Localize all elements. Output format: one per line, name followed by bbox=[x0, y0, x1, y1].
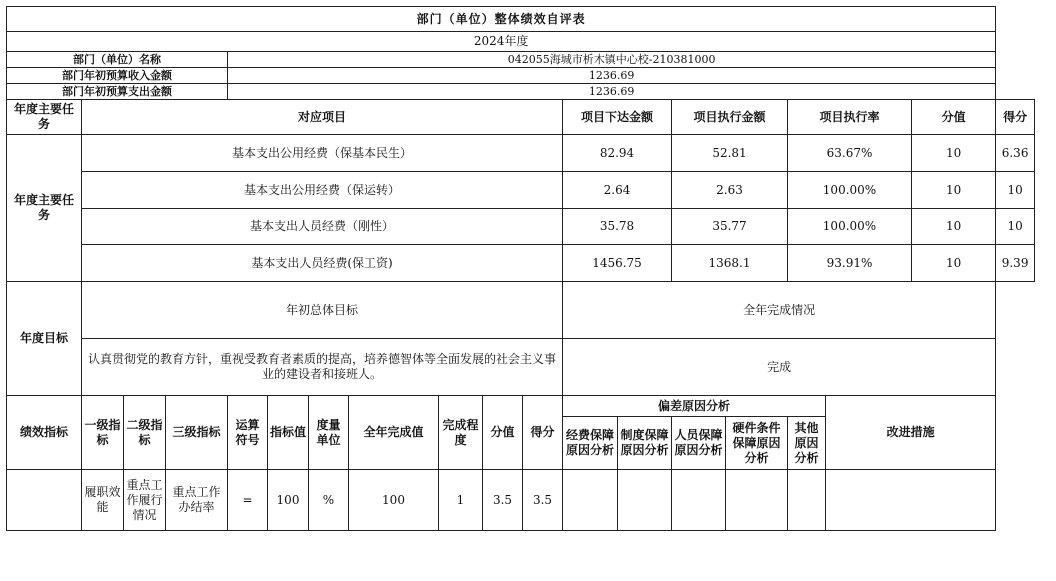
ind-col-unit: 度量单位 bbox=[309, 396, 349, 470]
ind-col-degree: 完成程度 bbox=[439, 396, 483, 470]
ind-col-level2: 二级指标 bbox=[124, 396, 166, 470]
task-executed: 2.63 bbox=[672, 172, 788, 209]
task-score-value: 10 bbox=[912, 245, 996, 282]
task-item: 基本支出公用经费（保基本民生） bbox=[82, 135, 563, 172]
task-col-issued: 项目下达金额 bbox=[563, 100, 672, 135]
task-score-value: 10 bbox=[912, 209, 996, 245]
goal-body-row bbox=[7, 339, 1035, 396]
ind-dev-system bbox=[618, 470, 672, 531]
task-score: 6.36 bbox=[996, 135, 1035, 172]
task-issued: 82.94 bbox=[563, 135, 672, 172]
indicator-header-row-1 bbox=[7, 396, 1035, 417]
info-row-income bbox=[7, 68, 1035, 84]
ind-level1: 履职效能 bbox=[82, 470, 124, 531]
task-rate: 100.00% bbox=[788, 172, 912, 209]
expense-value: 1236.69 bbox=[228, 84, 996, 100]
task-executed: 52.81 bbox=[672, 135, 788, 172]
task-score-value: 10 bbox=[912, 172, 996, 209]
ind-dev-staff bbox=[672, 470, 726, 531]
goal-header-row bbox=[7, 282, 1035, 339]
ind-unit: % bbox=[309, 470, 349, 531]
ind-col-dev-other: 其他原因分析 bbox=[788, 417, 826, 470]
ind-col-dev-staff: 人员保障原因分析 bbox=[672, 417, 726, 470]
table-row bbox=[7, 135, 1035, 172]
task-side-label: 年度主要任务 bbox=[7, 135, 82, 282]
task-executed: 1368.1 bbox=[672, 245, 788, 282]
goal-overall-header: 年初总体目标 bbox=[82, 282, 563, 339]
report-year: 2024年度 bbox=[7, 32, 996, 52]
dept-name-label: 部门（单位）名称 bbox=[7, 52, 228, 68]
task-score-value: 10 bbox=[912, 135, 996, 172]
goal-completion-header: 全年完成情况 bbox=[563, 282, 996, 339]
ind-dev-hardware bbox=[726, 470, 788, 531]
task-item: 基本支出人员经费(保工资) bbox=[82, 245, 563, 282]
ind-col-operator: 运算符号 bbox=[228, 396, 268, 470]
ind-score-value: 3.5 bbox=[483, 470, 523, 531]
ind-actual: 100 bbox=[349, 470, 439, 531]
dept-name-value: 042055海城市析木镇中心校-210381000 bbox=[228, 52, 996, 68]
ind-col-level3: 三级指标 bbox=[166, 396, 228, 470]
indicator-label: 绩效指标 bbox=[7, 396, 82, 470]
task-header-row bbox=[7, 100, 1035, 135]
task-item: 基本支出人员经费（刚性） bbox=[82, 209, 563, 245]
task-executed: 35.77 bbox=[672, 209, 788, 245]
task-issued: 35.78 bbox=[563, 209, 672, 245]
ind-operator: = bbox=[228, 470, 268, 531]
task-side-label-header: 年度主要任务 bbox=[7, 100, 82, 135]
ind-col-deviation-group: 偏差原因分析 bbox=[563, 396, 826, 417]
ind-dev-funding bbox=[563, 470, 618, 531]
table-row bbox=[7, 470, 1035, 531]
ind-col-score-value: 分值 bbox=[483, 396, 523, 470]
task-col-rate: 项目执行率 bbox=[788, 100, 912, 135]
task-score: 10 bbox=[996, 172, 1035, 209]
ind-col-dev-system: 制度保障原因分析 bbox=[618, 417, 672, 470]
goal-label: 年度目标 bbox=[7, 282, 82, 396]
ind-col-target: 指标值 bbox=[268, 396, 309, 470]
ind-col-score: 得分 bbox=[523, 396, 563, 470]
income-value: 1236.69 bbox=[228, 68, 996, 84]
ind-target: 100 bbox=[268, 470, 309, 531]
task-score: 10 bbox=[996, 209, 1035, 245]
page-title: 部门（单位）整体绩效自评表 bbox=[7, 7, 996, 32]
ind-col-dev-funding: 经费保障原因分析 bbox=[563, 417, 618, 470]
table-row bbox=[7, 172, 1035, 209]
task-rate: 93.91% bbox=[788, 245, 912, 282]
ind-level3: 重点工作办结率 bbox=[166, 470, 228, 531]
performance-sheet bbox=[6, 6, 1035, 531]
indicator-label-cont bbox=[7, 470, 82, 531]
performance-table bbox=[6, 6, 1035, 531]
ind-col-actual: 全年完成值 bbox=[349, 396, 439, 470]
ind-degree: 1 bbox=[439, 470, 483, 531]
table-row bbox=[7, 209, 1035, 245]
task-col-executed: 项目执行金额 bbox=[672, 100, 788, 135]
ind-col-dev-hardware: 硬件条件保障原因分析 bbox=[726, 417, 788, 470]
task-issued: 1456.75 bbox=[563, 245, 672, 282]
goal-overall-text: 认真贯彻党的教育方针，重视受教育者素质的提高，培养德智体等全面发展的社会主义事业的建设者和接班人。 bbox=[82, 339, 563, 396]
task-col-score-value: 分值 bbox=[912, 100, 996, 135]
task-issued: 2.64 bbox=[563, 172, 672, 209]
table-row bbox=[7, 245, 1035, 282]
task-rate: 63.67% bbox=[788, 135, 912, 172]
task-col-item: 对应项目 bbox=[82, 100, 563, 135]
expense-label: 部门年初预算支出金额 bbox=[7, 84, 228, 100]
goal-completion-text: 完成 bbox=[563, 339, 996, 396]
info-row-dept-name bbox=[7, 52, 1035, 68]
ind-col-level1: 一级指标 bbox=[82, 396, 124, 470]
task-rate: 100.00% bbox=[788, 209, 912, 245]
ind-level2: 重点工作履行情况 bbox=[124, 470, 166, 531]
task-col-score: 得分 bbox=[996, 100, 1035, 135]
ind-col-improve: 改进措施 bbox=[826, 396, 996, 470]
info-row-expense bbox=[7, 84, 1035, 100]
task-score: 9.39 bbox=[996, 245, 1035, 282]
ind-improve bbox=[826, 470, 996, 531]
ind-score: 3.5 bbox=[523, 470, 563, 531]
task-item: 基本支出公用经费（保运转） bbox=[82, 172, 563, 209]
income-label: 部门年初预算收入金额 bbox=[7, 68, 228, 84]
ind-dev-other bbox=[788, 470, 826, 531]
